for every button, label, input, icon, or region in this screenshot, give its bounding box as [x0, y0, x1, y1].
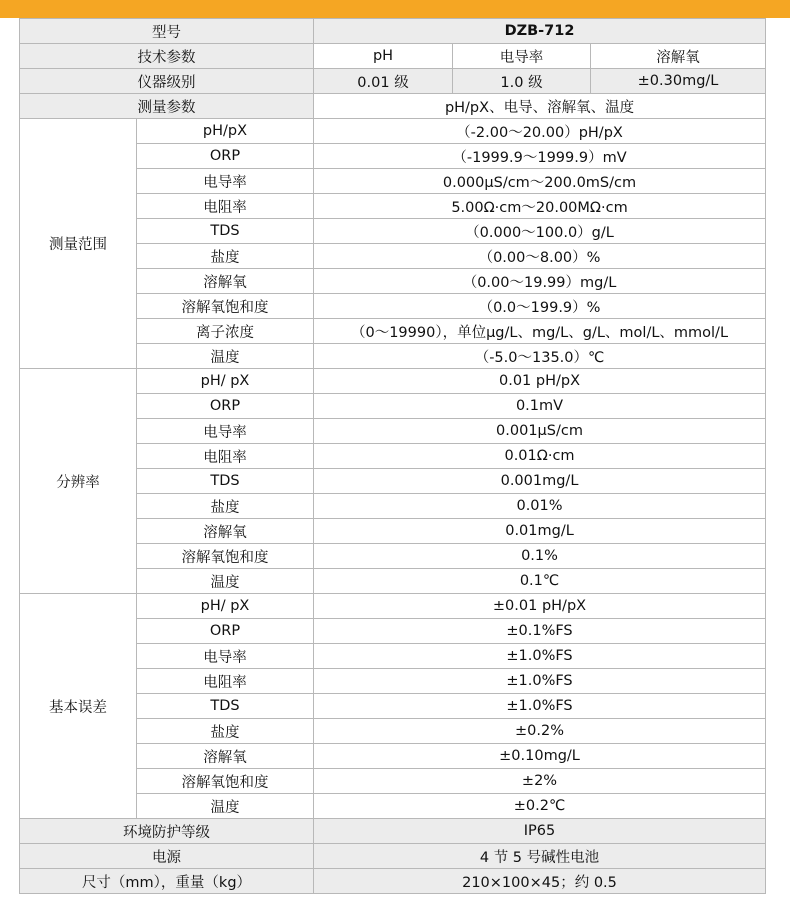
resolution-value: 0.01Ω·cm — [314, 444, 766, 469]
tech-param-conductivity: 电导率 — [453, 44, 591, 69]
measure-params-label: 测量参数 — [20, 94, 314, 119]
grade-label: 仪器级别 — [20, 69, 314, 94]
range-param: 盐度 — [137, 244, 314, 269]
tech-param-do: 溶解氧 — [591, 44, 766, 69]
resolution-value: 0.001mg/L — [314, 469, 766, 494]
tech-param-ph: pH — [314, 44, 453, 69]
range-param: ORP — [137, 144, 314, 169]
error-param: 电阻率 — [137, 669, 314, 694]
range-value: （-5.0～135.0）℃ — [314, 344, 766, 369]
resolution-value: 0.001μS/cm — [314, 419, 766, 444]
error-param: ORP — [137, 619, 314, 644]
resolution-param: pH/ pX — [137, 369, 314, 394]
range-param: 离子浓度 — [137, 319, 314, 344]
error-value: ±0.1%FS — [314, 619, 766, 644]
resolution-group-label: 分辨率 — [20, 369, 137, 594]
measure-params-value: pH/pX、电导、溶解氧、温度 — [314, 94, 766, 119]
top-accent-bar — [0, 0, 790, 18]
range-param: pH/pX — [137, 119, 314, 144]
range-value: 5.00Ω·cm～20.00MΩ·cm — [314, 194, 766, 219]
footer-label: 电源 — [20, 844, 314, 869]
range-value: 0.000μS/cm～200.0mS/cm — [314, 169, 766, 194]
range-group-label: 测量范围 — [20, 119, 137, 369]
error-param: 溶解氧饱和度 — [137, 769, 314, 794]
resolution-param: TDS — [137, 469, 314, 494]
range-value: （-1999.9～1999.9）mV — [314, 144, 766, 169]
grade-do: ±0.30mg/L — [591, 69, 766, 94]
range-param: 溶解氧 — [137, 269, 314, 294]
error-value: ±0.2% — [314, 719, 766, 744]
footer-label: 环境防护等级 — [20, 819, 314, 844]
error-param: pH/ pX — [137, 594, 314, 619]
row-model — [20, 19, 766, 44]
footer-row — [20, 819, 766, 844]
range-value: （0.00～8.00）% — [314, 244, 766, 269]
model-value: DZB-712 — [314, 19, 766, 44]
footer-value: 4 节 5 号碱性电池 — [314, 844, 766, 869]
error-param: 电导率 — [137, 644, 314, 669]
resolution-param: ORP — [137, 394, 314, 419]
footer-value: 210×100×45；约 0.5 — [314, 869, 766, 894]
grade-conductivity: 1.0 级 — [453, 69, 591, 94]
range-param: TDS — [137, 219, 314, 244]
range-value: （0.0～199.9）% — [314, 294, 766, 319]
range-value: （0.00～19.99）mg/L — [314, 269, 766, 294]
range-param: 电阻率 — [137, 194, 314, 219]
resolution-param: 溶解氧 — [137, 519, 314, 544]
footer-label: 尺寸（mm），重量（kg） — [20, 869, 314, 894]
error-value: ±2% — [314, 769, 766, 794]
range-value: （0～19990），单位μg/L、mg/L、g/L、mol/L、mmol/L — [314, 319, 766, 344]
resolution-param: 盐度 — [137, 494, 314, 519]
footer-value: IP65 — [314, 819, 766, 844]
spec-table — [19, 18, 766, 894]
resolution-value: 0.1% — [314, 544, 766, 569]
resolution-value: 0.1mV — [314, 394, 766, 419]
row-grade — [20, 69, 766, 94]
row-measure-params — [20, 94, 766, 119]
resolution-value: 0.1℃ — [314, 569, 766, 594]
resolution-param: 溶解氧饱和度 — [137, 544, 314, 569]
range-row — [20, 119, 766, 144]
resolution-value: 0.01% — [314, 494, 766, 519]
range-param: 溶解氧饱和度 — [137, 294, 314, 319]
error-group-label: 基本误差 — [20, 594, 137, 819]
model-label: 型号 — [20, 19, 314, 44]
range-param: 温度 — [137, 344, 314, 369]
error-value: ±1.0%FS — [314, 644, 766, 669]
resolution-param: 电导率 — [137, 419, 314, 444]
resolution-value: 0.01 pH/pX — [314, 369, 766, 394]
footer-row — [20, 844, 766, 869]
range-param: 电导率 — [137, 169, 314, 194]
error-value: ±1.0%FS — [314, 669, 766, 694]
error-param: 盐度 — [137, 719, 314, 744]
error-param: 溶解氧 — [137, 744, 314, 769]
grade-ph: 0.01 级 — [314, 69, 453, 94]
range-value: （-2.00～20.00）pH/pX — [314, 119, 766, 144]
tech-params-label: 技术参数 — [20, 44, 314, 69]
error-value: ±0.10mg/L — [314, 744, 766, 769]
resolution-param: 温度 — [137, 569, 314, 594]
error-param: 温度 — [137, 794, 314, 819]
error-value: ±0.01 pH/pX — [314, 594, 766, 619]
row-tech-params — [20, 44, 766, 69]
error-value: ±0.2℃ — [314, 794, 766, 819]
resolution-value: 0.01mg/L — [314, 519, 766, 544]
resolution-row — [20, 369, 766, 394]
error-row — [20, 594, 766, 619]
resolution-param: 电阻率 — [137, 444, 314, 469]
error-param: TDS — [137, 694, 314, 719]
footer-row — [20, 869, 766, 894]
range-value: （0.000～100.0）g/L — [314, 219, 766, 244]
error-value: ±1.0%FS — [314, 694, 766, 719]
